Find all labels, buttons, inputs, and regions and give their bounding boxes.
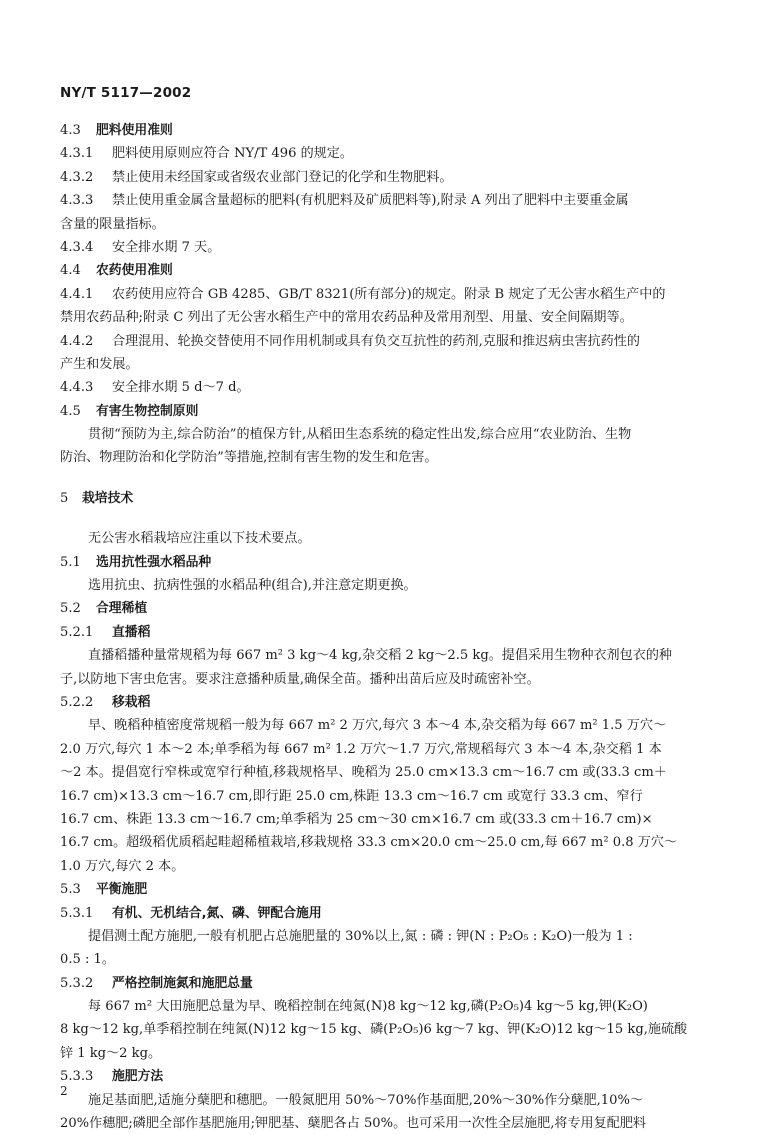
page-number: 2 [60,1084,68,1098]
paragraph-first-line: 施足基面肥,适施分蘖肥和穗肥。一般氮肥用 50%～70%作基面肥,20%～30%作分蘖肥,10%～ [88,1092,643,1108]
section-heading [60,487,714,510]
numbered-clause [60,142,714,165]
section-number: 4.4 [60,263,81,279]
section-heading [60,691,714,714]
paragraph-continuation: 防治、物理防治和化学防治”等措施,控制有害生物的发生和危害。 [60,450,438,466]
paragraph-continuation: ～2 本。提倡宽行窄株或宽窄行种植,移栽规格早、晚稻为 25.0 cm×13.3 cm～16.7 cm 或(33.3 cm＋ [60,765,667,781]
clause-number: 4.3.3 [60,193,94,209]
paragraph-continuation: 禁用农药品种;附录 C 列出了无公害水稻生产中的常用农药品种及常用剂型、用量、安全间隔期等。 [60,310,633,326]
section-title: 严格控制施氮和施肥总量 [112,975,253,991]
clause-text: 肥料使用原则应符合 NY/T 496 的规定。 [112,146,353,162]
paragraph-continuation: 16.7 cm、株距 13.3 cm～16.7 cm;单季稻为 25 cm～30 cm×16.7 cm 或(33.3 cm＋16.7 cm)× [60,811,653,827]
paragraph-continuation: 16.7 cm。超级稻优质稻起畦超稀植栽培,移栽规格 33.3 cm×20.0 cm～25.0 cm,每 667 m² 0.8 万穴～ [60,835,678,851]
clause-number: 4.4.1 [60,286,94,302]
numbered-clause [60,236,714,259]
paragraph-continuation: 锌 1 kg～2 kg。 [60,1045,162,1061]
section-title: 合理稀植 [96,601,148,617]
section-number: 5.2.2 [60,694,94,710]
section-number: 4.3 [60,123,81,138]
paragraph-continuation: 含量的限量指标。 [60,216,165,232]
paragraph-continuation: 产生和发展。 [60,356,139,372]
section-number: 5.1 [60,554,81,570]
section-number: 5 [60,490,69,506]
section-title: 有机、无机结合,氮、磷、钾配合施用 [112,905,322,921]
body-text [60,119,714,1135]
numbered-clause [60,376,714,399]
clause-text: 合理混用、轮换交替使用不同作用机制或具有负交互抗性的药剂,克服和推迟病虫害抗药性的 [112,333,640,349]
section-heading [60,902,714,925]
standard-code-header: NY/T 5117—2002 [60,85,192,101]
section-title: 栽培技术 [82,490,134,506]
section-heading [60,597,714,620]
clause-text: 禁止使用重金属含量超标的肥料(有机肥料及矿质肥料等),附录 A 列出了肥料中主要重金属 [112,193,629,209]
section-heading [60,1065,714,1088]
spacer [60,510,714,527]
section-number: 5.2 [60,601,81,617]
section-title: 施肥方法 [112,1069,164,1085]
clause-number: 4.4.3 [60,380,94,396]
clause-text: 禁止使用未经国家或省级农业部门登记的化学和生物肥料。 [112,169,453,185]
section-heading [60,621,714,644]
paragraph-continuation: 16.7 cm)×13.3 cm～16.7 cm,即行距 25.0 cm,株距 13.3 cm～16.7 cm 或宽行 33.3 cm、窄行 [60,788,643,804]
section-title: 直播稻 [112,624,151,640]
numbered-clause [60,330,714,353]
section-title: 肥料使用准则 [96,123,173,138]
paragraph-first-line: 早、晚稻种植密度常规稻一般为每 667 m² 2 万穴,每穴 3 本～4 本,杂交稻为每 667 m² 1.5 万穴～ [88,718,667,734]
clause-number: 4.3.2 [60,169,94,185]
paragraph-first-line: 直播稻播种量常规稻为每 667 m² 3 kg～4 kg,杂交稻 2 kg～2.5 kg。提倡采用生物种衣剂包衣的种 [88,648,673,664]
numbered-clause [60,166,714,189]
section-heading [60,551,714,574]
clause-text: 安全排水期 7 天。 [112,239,221,255]
section-heading [60,972,714,995]
section-number: 5.3.2 [60,975,94,991]
section-heading [60,259,714,282]
spacer [60,470,714,487]
numbered-clause [60,283,714,306]
paragraph-continuation: 1.0 万穴,每穴 2 本。 [60,858,185,874]
paragraph-continuation: 子,以防地下害虫危害。要求注意播种质量,确保全苗。播种出苗后应及时疏密补空。 [60,671,540,687]
section-number: 5.2.1 [60,624,94,640]
clause-number: 4.3.4 [60,239,94,255]
numbered-clause [60,189,714,212]
section-heading [60,878,714,901]
clause-number: 4.4.2 [60,333,94,349]
section-heading [60,400,714,423]
section-title: 农药使用准则 [96,263,173,279]
paragraph-continuation: 20%作穗肥;磷肥全部作基肥施用;钾肥基、蘖肥各占 50%。也可采用一次性全层施肥,将专用复配肥料 [60,1116,647,1132]
section-title: 移栽稻 [112,694,151,710]
section-title: 平衡施肥 [96,882,148,898]
paragraph-continuation: 2.0 万穴,每穴 1 本～2 本;单季稻为每 667 m² 1.2 万穴～1.7 万穴,常规稻每穴 3 本～4 本,杂交稻 1 本 [60,741,662,757]
paragraph-first-line: 贯彻“预防为主,综合防治”的植保方针,从稻田生态系统的稳定性出发,综合应用“农业防治、生物 [88,427,632,443]
clause-number: 4.3.1 [60,146,94,162]
paragraph-first-line: 每 667 m² 大田施肥总量为早、晚稻控制在纯氮(N)8 kg～12 kg,磷(P₂O₅)4 kg～5 kg,钾(K₂O) [88,999,648,1015]
paragraph-first-line: 无公害水稻栽培应注重以下技术要点。 [88,531,311,547]
clause-text: 农药使用应符合 GB 4285、GB/T 8321(所有部分)的规定。附录 B 规定了无公害水稻生产中的 [112,286,666,302]
section-number: 5.3 [60,882,81,898]
section-title: 有害生物控制原则 [96,403,199,419]
paragraph-first-line: 选用抗虫、抗病性强的水稻品种(组合),并注意定期更换。 [88,578,417,594]
section-number: 5.3.3 [60,1069,94,1085]
clause-text: 安全排水期 5 d～7 d。 [112,380,250,396]
paragraph-continuation: 0.5 : 1。 [60,952,115,968]
section-heading [60,119,714,142]
section-number: 4.5 [60,403,81,419]
section-title: 选用抗性强水稻品种 [96,554,212,570]
paragraph-continuation: 8 kg～12 kg,单季稻控制在纯氮(N)12 kg～15 kg、磷(P₂O₅)6 kg～7 kg、钾(K₂O)12 kg～15 kg,施硫酸 [60,1022,688,1038]
section-number: 5.3.1 [60,905,94,921]
paragraph-first-line: 提倡测土配方施肥,一般有机肥占总施肥量的 30%以上,氮 : 磷 : 钾(N : P₂O₅ : K₂O)一般为 1 : [88,928,633,944]
